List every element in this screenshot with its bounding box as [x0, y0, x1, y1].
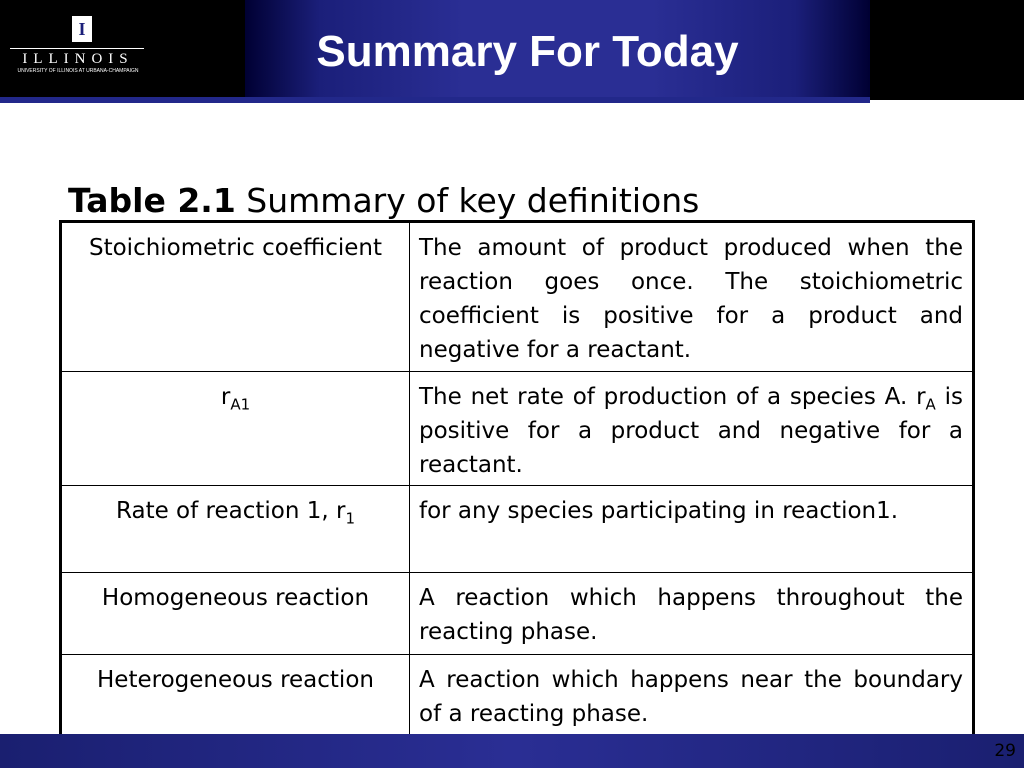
- table-caption: [68, 180, 699, 222]
- logo-subtitle: UNIVERSITY OF ILLINOIS AT URBANA-CHAMPAIGN: [17, 68, 139, 74]
- header-rule: [0, 97, 870, 103]
- term-cell: Heterogeneous reaction: [61, 655, 410, 743]
- term-cell: [61, 372, 410, 486]
- slide-footer-bar: [0, 734, 1024, 768]
- table-row: [61, 573, 974, 655]
- definition-cell: The amount of product produced when the reaction goes once. The stoichiometric coefficient is positive for a product and negative for a reactant.: [410, 222, 974, 372]
- table-caption-number: Table 2.1: [68, 181, 236, 220]
- definition-cell: A reaction which happens throughout the reacting phase.: [410, 573, 974, 655]
- table-row: [61, 372, 974, 486]
- slide-header: [0, 0, 1024, 100]
- term-cell: Homogeneous reaction: [61, 573, 410, 655]
- term-main: r: [220, 384, 231, 410]
- logo-divider: [10, 48, 144, 49]
- definition-part-b: is positive for a product and negative for a reactant.: [419, 384, 963, 478]
- term-cell: Stoichiometric coefficient: [61, 222, 410, 372]
- illinois-logo: [6, 14, 148, 78]
- definitions-table: [59, 220, 975, 744]
- slide-title: Summary For Today: [316, 27, 739, 76]
- definition-cell: A reaction which happens near the boundary of a reacting phase.: [410, 655, 974, 743]
- definition-part-a: The net rate of production of a species A. r: [419, 384, 926, 410]
- table-caption-text: Summary of key definitions: [235, 181, 700, 220]
- logo-wordmark: ILLINOIS: [22, 51, 134, 67]
- definition-cell: [410, 372, 974, 486]
- table-row: [61, 655, 974, 743]
- table-row: [61, 486, 974, 573]
- logo-mark-letter: I: [78, 19, 86, 39]
- definition-subscript: A: [925, 395, 936, 414]
- term-subscript: 1: [345, 509, 355, 528]
- definition-cell: for any species participating in reaction1.: [410, 486, 974, 573]
- block-i-logo-mark: [72, 16, 92, 42]
- term-subscript: A1: [230, 395, 251, 414]
- term-main: Rate of reaction 1, r: [116, 498, 346, 524]
- term-cell: [61, 486, 410, 573]
- page-number: 29: [994, 741, 1016, 761]
- table-row: [61, 222, 974, 372]
